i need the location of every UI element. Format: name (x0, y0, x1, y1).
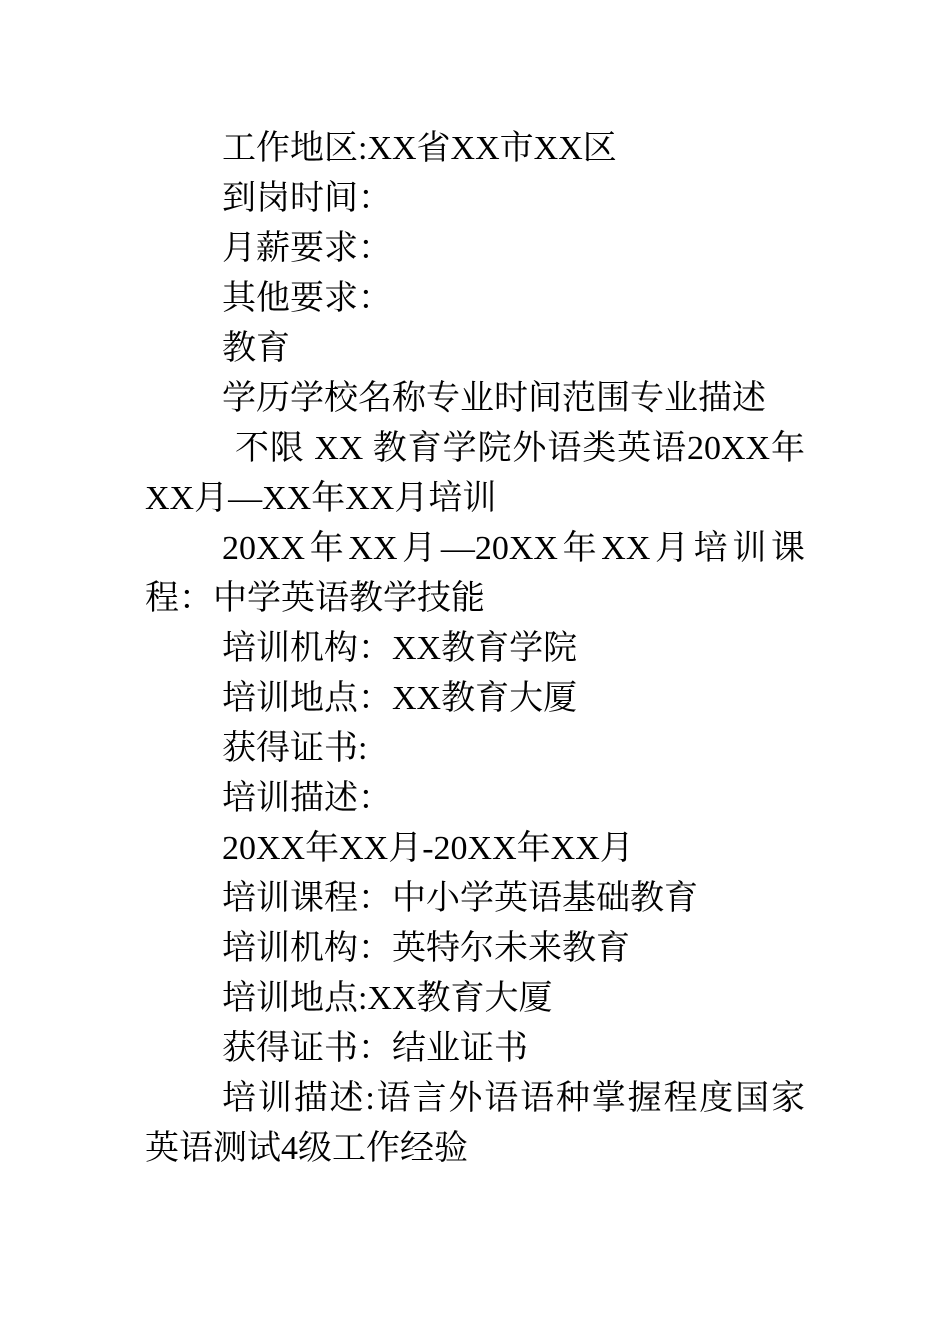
paragraph-other-requirements: 其他要求： (222, 280, 392, 317)
paragraph-training-2-course: 培训课程：中小学英语基础教育 (222, 880, 698, 917)
paragraph-training-1-description: 培训描述： (222, 780, 392, 817)
paragraph-training-1-certificate: 获得证书: (222, 730, 368, 767)
paragraph-training-2-description: 培训描述:语言外语语种掌握程度国家英语测试4级工作经验 (145, 1080, 805, 1167)
paragraph-salary: 月薪要求： (222, 230, 392, 267)
paragraph-education-heading: 教育 (222, 330, 290, 367)
paragraph-start-date: 到岗时间： (222, 180, 392, 217)
document-body (145, 124, 805, 1174)
paragraph-training-2-institution: 培训机构：英特尔未来教育 (222, 930, 630, 967)
paragraph-work-area: 工作地区:XX省XX市XX区 (222, 130, 617, 167)
paragraph-training-2-period: 20XX年XX月-20XX年XX月 (222, 830, 634, 867)
paragraph-training-2-certificate: 获得证书：结业证书 (222, 1030, 528, 1067)
paragraph-training-1-course: 20XX年XX月—20XX年XX月培训课程：中学英语教学技能 (145, 530, 805, 617)
paragraph-education-columns: 学历学校名称专业时间范围专业描述 (222, 380, 766, 417)
paragraph-training-2-location: 培训地点:XX教育大厦 (222, 980, 553, 1017)
paragraph-training-1-location: 培训地点：XX教育大厦 (222, 680, 578, 717)
paragraph-training-1-institution: 培训机构：XX教育学院 (222, 630, 578, 667)
paragraph-education-entry: 不限 XX 教育学院外语类英语20XX年XX月—XX年XX月培训 (145, 430, 805, 517)
